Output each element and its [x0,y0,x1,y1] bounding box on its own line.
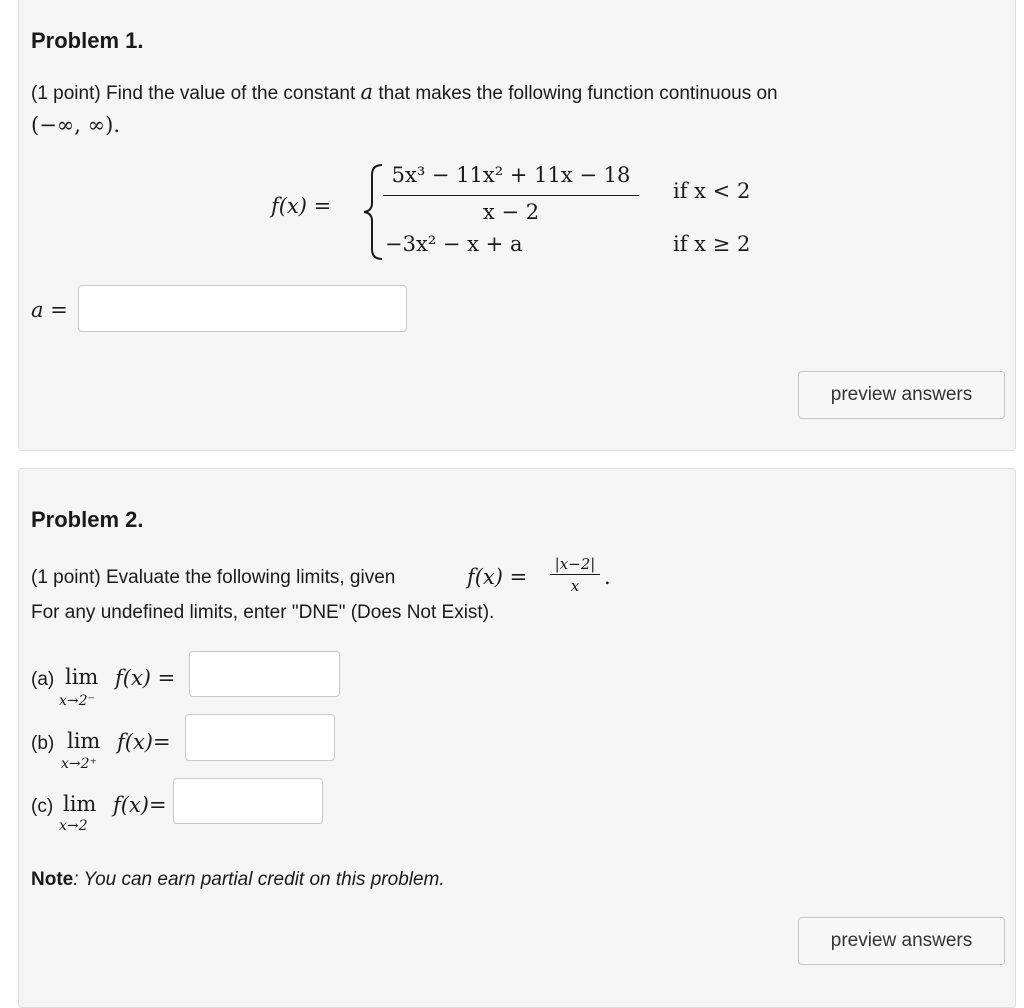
part-c-label: (c) [31,796,54,817]
part-c-input[interactable] [173,778,323,824]
part-a-lim: lim [65,665,99,689]
part-b-lim: lim [67,729,101,753]
part-b-subscript: x→2⁺ [61,756,97,772]
problem-title: Problem 1. [31,28,144,53]
part-a-label: (a) [31,669,55,690]
fx-label: f(x) = [271,194,332,218]
given-fraction-bar [550,574,600,575]
part-b-expr: f(x)= [117,730,171,754]
interval: (−∞, ∞). [31,113,120,137]
given-fx: f(x) = [467,565,528,589]
part-a-expr: f(x) = [115,666,176,690]
problem-statement: (1 point) Evaluate the following limits, given [31,567,396,588]
piece-two: −3x² − x + a [385,232,523,256]
condition-two: if x ≥ 2 [673,232,751,256]
part-c-expr: f(x)= [113,793,167,817]
part-a-input[interactable] [189,651,340,697]
given-denominator: x [570,577,580,595]
note: Note: You can earn partial credit on this problem. [31,869,445,890]
answer-label: a = [31,298,68,322]
problem-1-card [18,0,1016,451]
part-a-subscript: x→2⁻ [59,693,95,709]
denominator: x − 2 [482,200,540,224]
preview-answers-button[interactable]: preview answers [798,917,1005,965]
preview-answers-button[interactable]: preview answers [798,371,1005,419]
given-period: . [604,565,611,589]
problem-title: Problem 2. [31,507,144,532]
problem-2-card [18,468,1016,1008]
fraction-bar [383,195,639,196]
instruction-text: For any undefined limits, enter "DNE" (Does Not Exist). [31,602,495,623]
problem-statement: (1 point) Find the value of the constant a that makes the following function continuous on [31,80,778,104]
numerator: 5x³ − 11x² + 11x − 18 [391,163,631,187]
condition-one: if x < 2 [673,179,751,203]
part-c-subscript: x→2 [59,818,88,834]
part-b-input[interactable] [185,714,335,761]
part-c-lim: lim [63,792,97,816]
given-numerator: |x−2| [554,555,596,573]
part-b-label: (b) [31,733,55,754]
answer-input-a[interactable] [78,285,407,332]
